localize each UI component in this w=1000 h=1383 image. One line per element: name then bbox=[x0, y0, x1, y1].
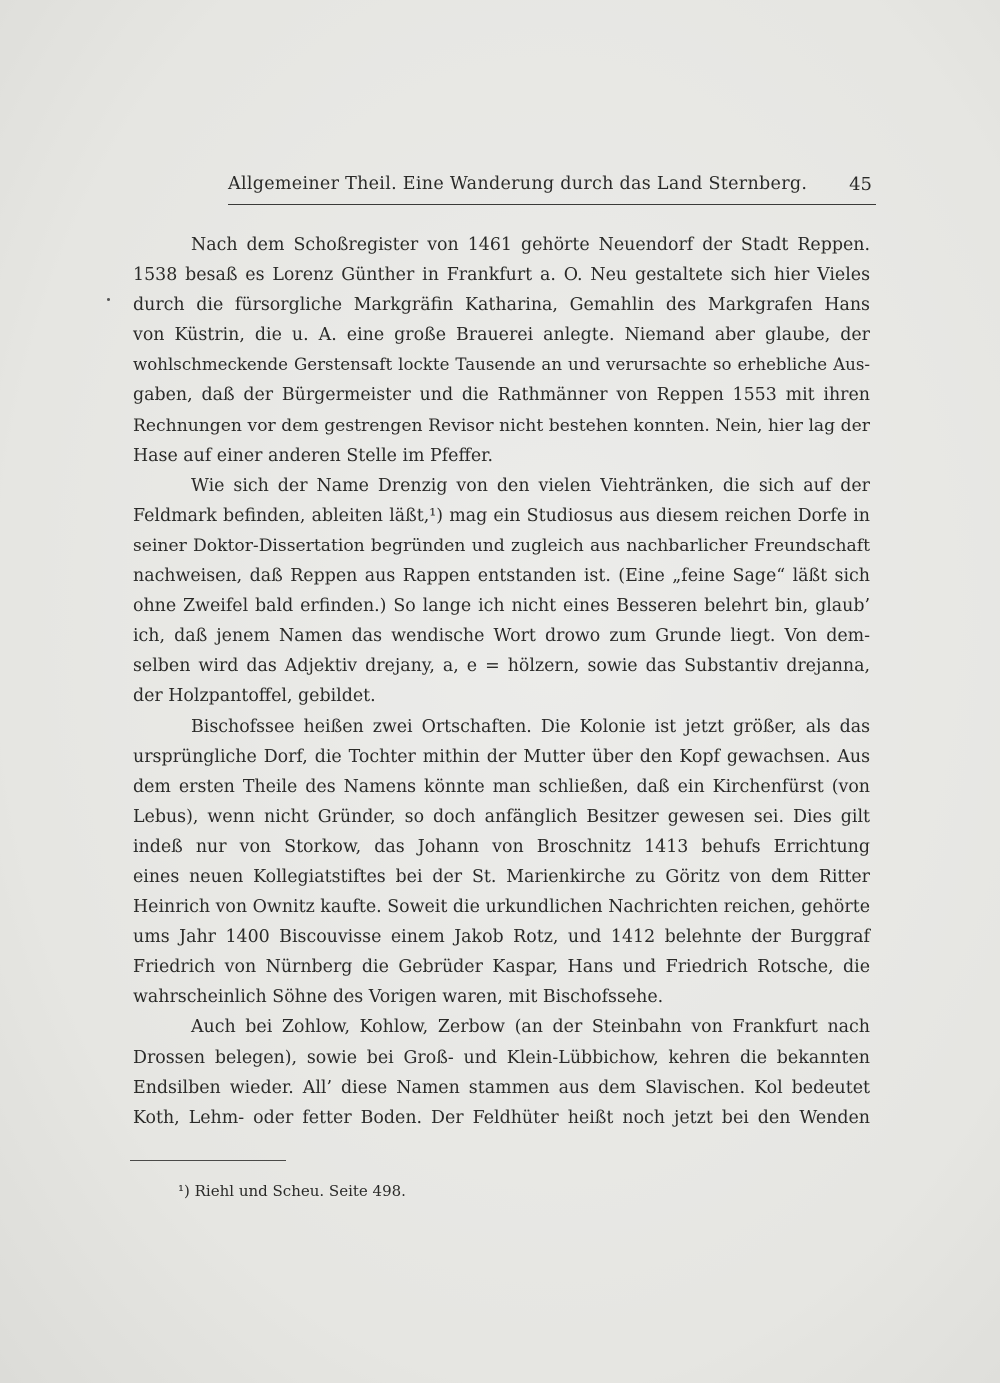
text-line: Bischofssee heißen zwei Ortschaften. Die Kolonie ist jetzt größer, als das bbox=[191, 716, 870, 737]
text-line: gaben, daß der Bürgermeister und die Rathmänner von Reppen 1553 mit ihren bbox=[133, 385, 870, 406]
margin-speck bbox=[107, 298, 110, 301]
text-line: Endsilben wieder. All’ diese Namen stammen aus dem Slavischen. Kol bedeutet bbox=[133, 1077, 870, 1098]
text-line: ohne Zweifel bald erfinden.) So lange ich nicht eines Besseren belehrt bin, glaub’ bbox=[133, 596, 870, 617]
text-line: ich, daß jenem Namen das wendische Wort drowo zum Grunde liegt. Von dem- bbox=[133, 626, 870, 647]
text-line: selben wird das Adjektiv drejany, a, e = hölzern, sowie das Substantiv drejanna, bbox=[133, 656, 870, 677]
text-line: wahrscheinlich Söhne des Vorigen waren, mit Bischofssehe. bbox=[133, 987, 664, 1008]
header-rule bbox=[228, 204, 876, 205]
text-line: Drossen belegen), sowie bei Groß- und Klein-Lübbichow, kehren die bekannten bbox=[133, 1047, 870, 1068]
text-line: Feldmark befinden, ableiten läßt,¹) mag ein Studiosus aus diesem reichen Dorfe in bbox=[133, 505, 870, 526]
text-line: durch die fürsorgliche Markgräfin Katharina, Gemahlin des Markgrafen Hans bbox=[133, 295, 870, 316]
text-line: ursprüngliche Dorf, die Tochter mithin der Mutter über den Kopf gewachsen. Aus bbox=[133, 746, 870, 767]
text-line: 1538 besaß es Lorenz Günther in Frankfurt a. O. Neu gestaltete sich hier Vieles bbox=[133, 265, 870, 286]
text-line: Auch bei Zohlow, Kohlow, Zerbow (an der Steinbahn von Frankfurt nach bbox=[191, 1017, 870, 1038]
text-line: Rechnungen vor dem gestrengen Revisor nicht bestehen konnten. Nein, hier lag der bbox=[133, 415, 870, 436]
page-number: 45 bbox=[849, 174, 872, 195]
text-line: Friedrich von Nürnberg die Gebrüder Kaspar, Hans und Friedrich Rotsche, die bbox=[133, 957, 870, 978]
text-line: Wie sich der Name Drenzig von den vielen Viehtränken, die sich auf der bbox=[191, 475, 870, 496]
text-line: indeß nur von Storkow, das Johann von Broschnitz 1413 behufs Errichtung bbox=[133, 836, 870, 857]
text-line: Koth, Lehm- oder fetter Boden. Der Feldhüter heißt noch jetzt bei den Wenden bbox=[133, 1107, 870, 1128]
text-line: der Holzpantoffel, gebildet. bbox=[133, 686, 376, 707]
text-line: Nach dem Schoßregister von 1461 gehörte Neuendorf der Stadt Reppen. bbox=[191, 235, 870, 255]
text-line: ums Jahr 1400 Biscouvisse einem Jakob Rotz, und 1412 belehnte der Burggraf bbox=[133, 927, 870, 948]
text-line: eines neuen Kollegiatstiftes bei der St. Marienkirche zu Göritz von dem Ritter bbox=[133, 866, 870, 887]
text-line: Lebus), wenn nicht Gründer, so doch anfänglich Besitzer gewesen sei. Dies gilt bbox=[133, 806, 870, 827]
text-line: Hase auf einer anderen Stelle im Pfeffer. bbox=[133, 445, 494, 466]
running-header bbox=[228, 172, 876, 202]
text-line: von Küstrin, die u. A. eine große Brauerei anlegte. Niemand aber glaube, der bbox=[133, 325, 870, 346]
text-line: dem ersten Theile des Namens könnte man schließen, daß ein Kirchenfürst (von bbox=[133, 776, 870, 797]
text-line: wohlschmeckende Gerstensaft lockte Tausende an und verursachte so erhebliche Aus- bbox=[133, 355, 870, 375]
text-line: seiner Doktor-Dissertation begründen und zugleich aus nachbarlicher Freundschaft bbox=[133, 535, 870, 556]
body-text bbox=[133, 230, 870, 1133]
footnote: ¹) Riehl und Scheu. Seite 498. bbox=[178, 1182, 406, 1200]
text-line: Heinrich von Ownitz kaufte. Soweit die urkundlichen Nachrichten reichen, gehörte bbox=[133, 897, 870, 918]
header-title: Allgemeiner Theil. Eine Wanderung durch das Land Sternberg. bbox=[228, 174, 808, 194]
footnote-rule bbox=[130, 1160, 286, 1161]
text-line: nachweisen, daß Reppen aus Rappen entstanden ist. (Eine „feine Sage“ läßt sich bbox=[133, 566, 870, 587]
